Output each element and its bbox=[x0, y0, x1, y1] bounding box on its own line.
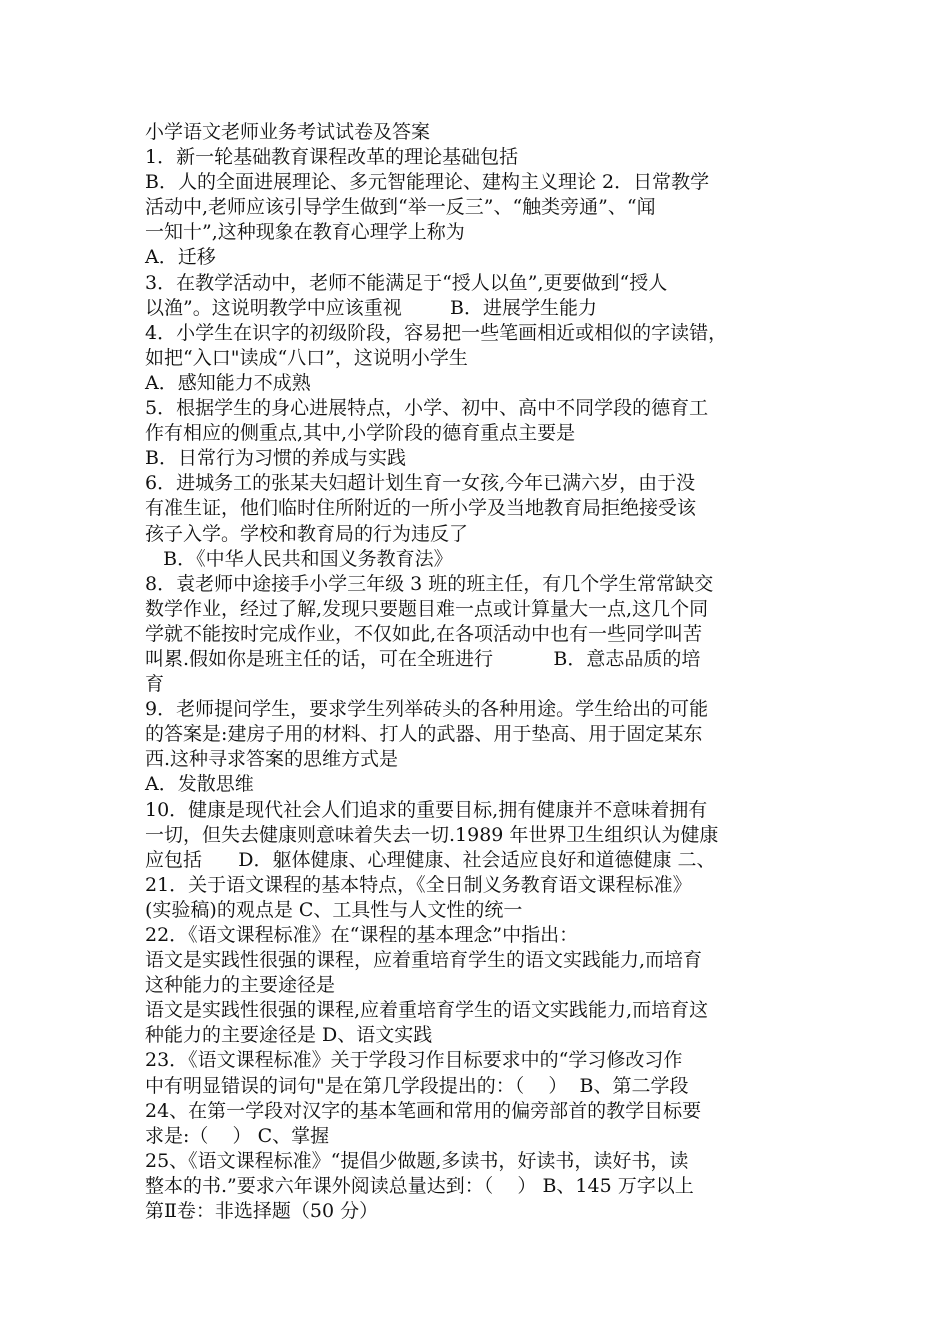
document-title: 小学语文老师业务考试试卷及答案 bbox=[145, 121, 431, 143]
text-line: 语文是实践性很强的课程，应着重培育学生的语文实践能力,而培育 bbox=[145, 949, 703, 972]
section-heading: 第Ⅱ卷：非选择题（50 分） bbox=[145, 1200, 379, 1223]
text-line: 10．健康是现代社会人们追求的重要目标,拥有健康并不意味着拥有 bbox=[145, 798, 708, 821]
text-line: B．《中华人民共和国义务教育法》 bbox=[145, 547, 453, 570]
text-line: 一知十”,这种现象在教育心理学上称为 bbox=[145, 221, 465, 244]
text-line: 中有明显错误的词句"是在第几学段提出的：（ ） B、第二学段 bbox=[145, 1074, 689, 1097]
text-line: 3．在教学活动中，老师不能满足于“授人以鱼”,更要做到“授人 bbox=[145, 271, 668, 294]
text-line: 1．新一轮基础教育课程改革的理论基础包括 bbox=[145, 146, 519, 169]
text-line: 23．《语文课程标准》关于学段习作目标要求中的“学习修改习作 bbox=[145, 1049, 683, 1072]
text-line: 如把“入口"读成“八口”，这说明小学生 bbox=[145, 346, 468, 369]
text-line: 一切，但失去健康则意味着失去一切.1989 年世界卫生组织认为健康 bbox=[145, 823, 719, 846]
text-line: 育 bbox=[145, 673, 165, 696]
text-line: 22．《语文课程标准》在“课程的基本理念”中指出： bbox=[145, 924, 579, 946]
text-line: 的答案是:建房子用的材料、打人的武器、用于垫高、用于固定某东 bbox=[145, 723, 703, 746]
text-line: 6．进城务工的张某夫妇超计划生育一女孩,今年已满六岁，由于没 bbox=[145, 472, 696, 495]
text-line: 叫累.假如你是班主任的话，可在全班进行 B．意志品质的培 bbox=[145, 647, 701, 670]
text-line: 种能力的主要途径是 D、语文实践 bbox=[145, 1024, 433, 1047]
text-line: 25、《语文课程标准》“提倡少做题,多读书，好读书，读好书，读 bbox=[145, 1149, 689, 1172]
text-line: 语文是实践性很强的课程,应着重培育学生的语文实践能力,而培育这 bbox=[145, 999, 709, 1022]
text-line: 5．根据学生的身心进展特点，小学、初中、高中不同学段的德育工 bbox=[145, 397, 709, 420]
text-line: 8．袁老师中途接手小学三年级 3 班的班主任，有几个学生常常缺交 bbox=[145, 572, 714, 595]
text-line: 作有相应的侧重点,其中,小学阶段的德育重点主要是 bbox=[145, 422, 576, 445]
text-line: (实验稿)的观点是 C、工具性与人文性的统一 bbox=[145, 898, 523, 921]
text-line: 整本的书.”要求六年课外阅读总量达到：（ ） B、145 万字以上 bbox=[145, 1174, 694, 1197]
text-line: 21．关于语文课程的基本特点，《全日制义务教育语文课程标准》 bbox=[145, 873, 692, 896]
text-line: 9．老师提问学生，要求学生列举砖头的各种用途。学生给出的可能 bbox=[145, 698, 709, 721]
text-line: A．迁移 bbox=[145, 246, 216, 269]
text-line: 应包括 D．躯体健康、心理健康、社会适应良好和道德健康 二、 bbox=[145, 848, 716, 871]
text-line: 求是:（ ） C、掌握 bbox=[145, 1124, 330, 1147]
text-line: B．日常行为习惯的养成与实践 bbox=[145, 447, 406, 470]
text-line: 孩子入学。学校和教育局的行为违反了 bbox=[145, 522, 469, 545]
text-line: 4．小学生在识字的初级阶段，容易把一些笔画相近或相似的字读错， bbox=[145, 321, 728, 344]
text-line: 数学作业，经过了解,发现只要题目难一点或计算量大一点,这几个同 bbox=[145, 597, 709, 620]
text-line: 24、在第一学段对汉字的基本笔画和常用的偏旁部首的教学目标要 bbox=[145, 1099, 702, 1122]
text-line: A．感知能力不成熟 bbox=[145, 371, 311, 394]
text-line: 活动中,老师应该引导学生做到“举一反三”、“触类旁通”、“闻 bbox=[145, 196, 656, 219]
text-line: 有准生证，他们临时住所附近的一所小学及当地教育局拒绝接受该 bbox=[145, 497, 697, 520]
text-line: 学就不能按时完成作业，不仅如此,在各项活动中也有一些同学叫苦 bbox=[145, 622, 703, 645]
text-line: A．发散思维 bbox=[145, 773, 254, 796]
text-line: 这种能力的主要途径是 bbox=[145, 974, 336, 997]
document-body bbox=[145, 120, 810, 1224]
text-line: 以渔”。这说明教学中应该重视 B．进展学生能力 bbox=[145, 296, 597, 319]
text-line: B．人的全面进展理论、多元智能理论、建构主义理论 2．日常教学 bbox=[145, 171, 710, 194]
text-line: 西.这种寻求答案的思维方式是 bbox=[145, 748, 399, 771]
